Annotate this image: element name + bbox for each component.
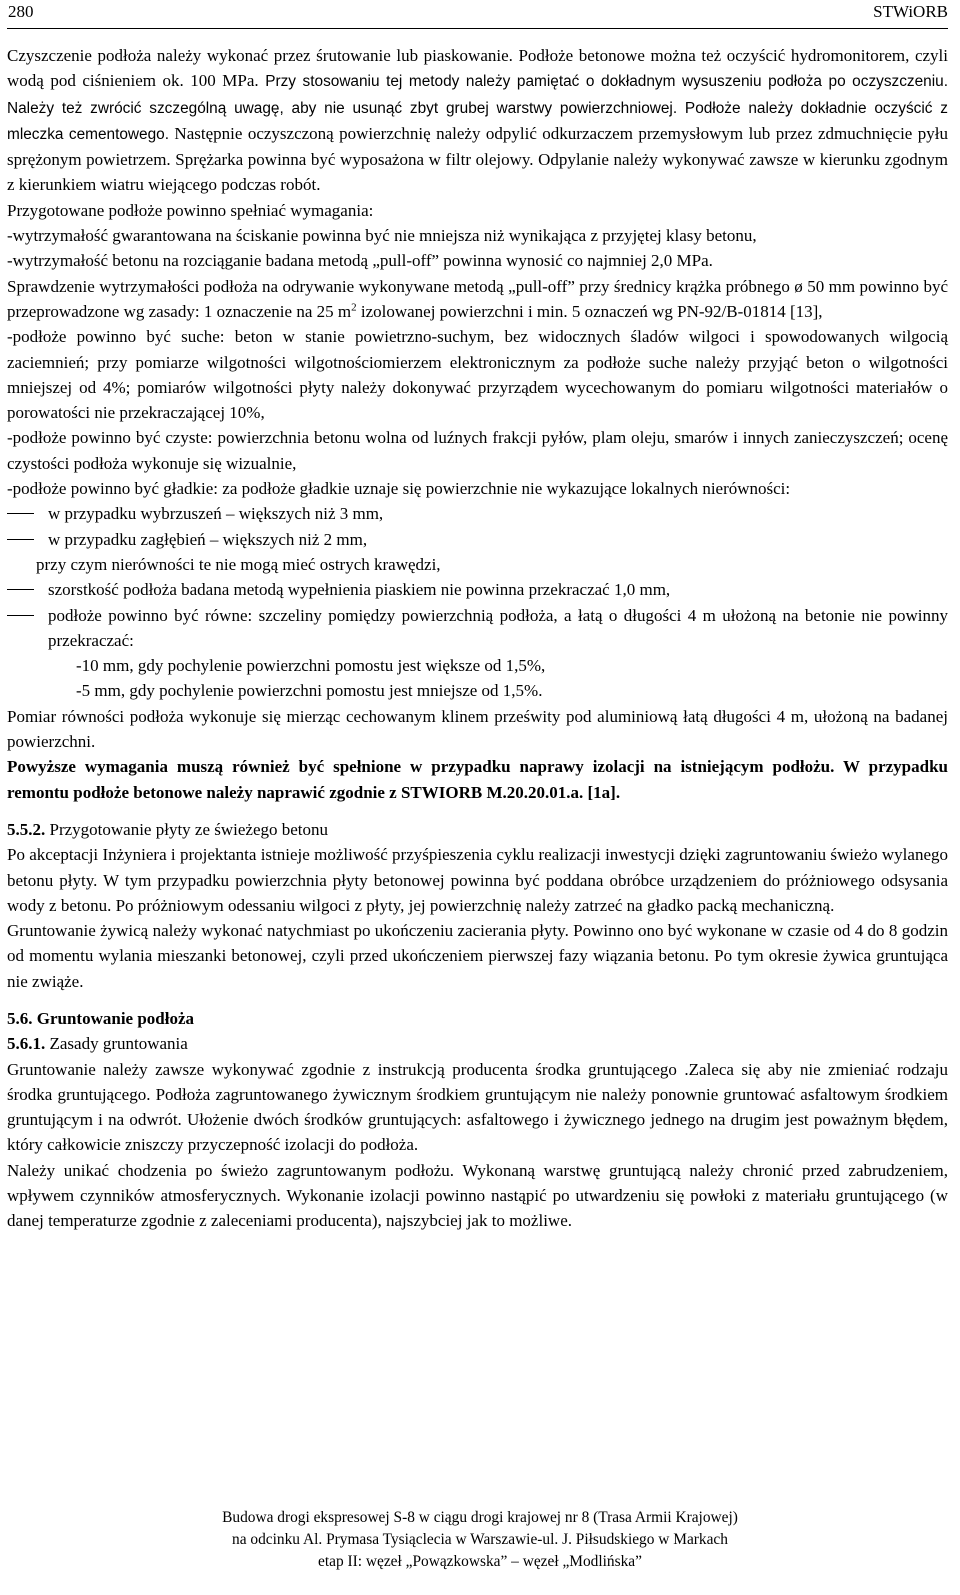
list-item: w przypadku zagłębień – większych niż 2 mm, bbox=[7, 527, 948, 552]
cleaning-text-c: Następnie oczyszczoną powierzchnię należy odpylić odkurzaczem przemysłowym lub przez zdmuchnięcie pyłu sprężonym powietrzem. Sprężarka powinna być wyposażona w filtr olejowy. Odpylanie należy wykonywać zawsze w kierunku zgodnym z kierunkiem wiatru wiejącego podczas robót. bbox=[7, 123, 948, 195]
requirement-compressive: -wytrzymałość gwarantowana na ściskanie powinna być nie mniejsza niż wynikająca z przyjętej klasy betonu, bbox=[7, 226, 757, 246]
document-title: STWiORB bbox=[873, 2, 948, 21]
list-item: podłoże powinno być równe: szczeliny pomiędzy powierzchnią podłoża, a łatą o długości 4 m ułożoną na betonie nie powinny przekraczać: bbox=[7, 603, 948, 654]
page-number: 280 bbox=[8, 2, 34, 21]
requirement-dry: -podłoże powinno być suche: beton w stanie powietrzno-suchym, bez widocznych śladów wilgoci i spowodowanych wilgocią zaciemnień; przy pomiarze wilgotności wilgotnościomierzem elektronicznym za podłoże suche należy przyjąć beton o wilgotności mniejszej od 4%; pomiarów wilgotności płyty należy dokonywać przyrządem wycechowanym do pomiaru wilgotności materiałów o porowatości nie przekraczającej 10%, bbox=[7, 327, 948, 423]
footer-line: etap II: węzeł „Powązkowska” – węzeł „Modlińska” bbox=[318, 1553, 642, 1570]
footer-line: na odcinku Al. Prymasa Tysiąclecia w Warszawie-ul. J. Piłsudskiego w Markach bbox=[232, 1531, 728, 1548]
measurement-paragraph: Pomiar równości podłoża wykonuje się mierząc cechowanym klinem prześwity pod aluminiową łatą długości 4 m, ułożoną na badanej powierzchni. bbox=[7, 706, 948, 752]
cleaning-paragraph bbox=[7, 43, 948, 198]
section-552-heading: 5.5.2. Przygotowanie płyty ze świeżego betonu bbox=[7, 819, 329, 839]
section-56-heading: 5.6. Gruntowanie podłoża bbox=[7, 1008, 195, 1028]
cleaning-text-a: Czyszczenie podłoża należy wykonać przez śrutowanie lub piaskowanie. Podłoże betonowe można też oczyścić hydromonitorem, czyli wodą pod ciśnieniem ok. 100 MPa. bbox=[7, 46, 948, 91]
section-561-paragraph-2: Należy unikać chodzenia po świeżo zagruntowanym podłożu. Wykonaną warstwę gruntującą należy chronić przed zabrudzeniem, wpływem czynników atmosferycznych. Wykonanie izolacji powinno nastąpić po utwardzeniu się powłoki z materiału gruntującego (w danej temperaturze zgodnie z zaleceniami producenta), najszybciej jak to możliwe. bbox=[7, 1160, 948, 1231]
requirement-smooth: -podłoże powinno być gładkie: za podłoże gładkie uznaje się powierzchnie nie wykazujące lokalnych nierówności: bbox=[7, 479, 791, 499]
dash-bullet bbox=[7, 539, 34, 540]
requirement-pulloff: Sprawdzenie wytrzymałości podłoża na odrywanie wykonywane metodą „pull-off” przy średnicy krążka próbnego ø 50 mm powinno być przeprowadzone wg zasady: 1 oznaczenie na 25 $m^2$ izolowanej powierzchni i min. 5 oznaczeń wg PN-92/B-01814 [13], bbox=[7, 276, 948, 321]
section-552-paragraph-2: Gruntowanie żywicą należy wykonać natychmiast po ukończeniu zacierania płyty. Powinno ono być wykonane w czasie od 4 do 8 godzin od momentu wylania mieszanki betonowej, czyli przed ukończeniem pierwszej fazy wiązania betonu. Po tym okresie żywica gruntująca nie zwiąże. bbox=[7, 921, 948, 991]
dash-bullet bbox=[7, 589, 34, 590]
dash-bullet bbox=[7, 615, 34, 616]
section-552-paragraph-1: Po akceptacji Inżyniera i projektanta istnieje możliwość przyśpieszenia cyklu realizacji inwestycji dzięki zagruntowaniu świeżo wylanego betonu płyty. W tym przypadku powierzchnia płyty betonowej powinna być poddana obróbce urządzeniem do próżniowego odsysania wody z betonu. Po próżniowym odessaniu wilgoci z płyty, jej powierzchnię należy zatrzeć na gładko packą mechaniczną. bbox=[7, 845, 948, 915]
dash-bullet bbox=[7, 513, 34, 514]
section-561-paragraph-1: Gruntowanie należy zawsze wykonywać zgodnie z instrukcją producenta środka gruntującego .Zaleca się aby nie zmieniać rodzaju środka gruntującego. Podłoża zagruntowanego żywicznym środkiem gruntującym nie należy ponownie gruntować asfaltowym środkiem gruntującym i na odwrót. Ułożenie dwóch środków gruntujących: asfaltowego i żywicznego jednego na drugim jest poważnym błędem, który całkowicie zniszczy przyczepność izolacji do podłoża. bbox=[7, 1059, 948, 1155]
list-item: w przypadku wybrzuszeń – większych niż 3 mm, bbox=[7, 501, 948, 526]
requirement-clean: -podłoże powinno być czyste: powierzchnia betonu wolna od luźnych frakcji pyłów, plam oleju, smarów i innych zanieczyszczeń; ocenę czystości podłoża wykonuje się wizualnie, bbox=[7, 428, 948, 473]
requirement-tensile: -wytrzymałość betonu na rozciąganie badana metodą „pull-off” powinna wynosić co najmniej 2,0 MPa. bbox=[7, 251, 713, 271]
requirements-intro: Przygotowane podłoże powinno spełniać wymagania: bbox=[7, 200, 374, 220]
list-note: przy czym nierówności te nie mogą mieć ostrych krawędzi, bbox=[36, 554, 441, 574]
document-body bbox=[7, 43, 948, 1234]
bold-requirement-note: Powyższe wymagania muszą również być spełnione w przypadku naprawy izolacji na istniejącym podłożu. W przypadku remontu podłoże betonowe należy naprawić zgodnie z STWIORB M.20.20.01.a. [1a]. bbox=[7, 757, 948, 802]
sub-list-item: -5 mm, gdy pochylenie powierzchni pomostu jest mniejsze od 1,5%. bbox=[76, 681, 543, 701]
cleaning-text-b: Przy stosowaniu tej metody należy pamiętać o dokładnym wysuszeniu podłoża po oczyszczeniu. Należy też zwrócić szczególną uwagę, aby nie usunąć zbyt grubej warstwy powierzchniowej. Podłoże należy dokładnie oczyścić z mleczka cementowego. bbox=[7, 73, 948, 143]
page-header bbox=[7, 0, 948, 29]
document-page bbox=[7, 0, 948, 1234]
footer-line: Budowa drogi ekspresowej S-8 w ciągu drogi krajowej nr 8 (Trasa Armii Krajowej) bbox=[222, 1509, 738, 1526]
section-561-heading: 5.6.1. Zasady gruntowania bbox=[7, 1034, 188, 1054]
sub-list-item: -10 mm, gdy pochylenie powierzchni pomostu jest większe od 1,5%, bbox=[76, 656, 546, 676]
list-item: szorstkość podłoża badana metodą wypełnienia piaskiem nie powinna przekraczać 1,0 mm, bbox=[7, 577, 948, 602]
page-footer bbox=[0, 1507, 960, 1573]
